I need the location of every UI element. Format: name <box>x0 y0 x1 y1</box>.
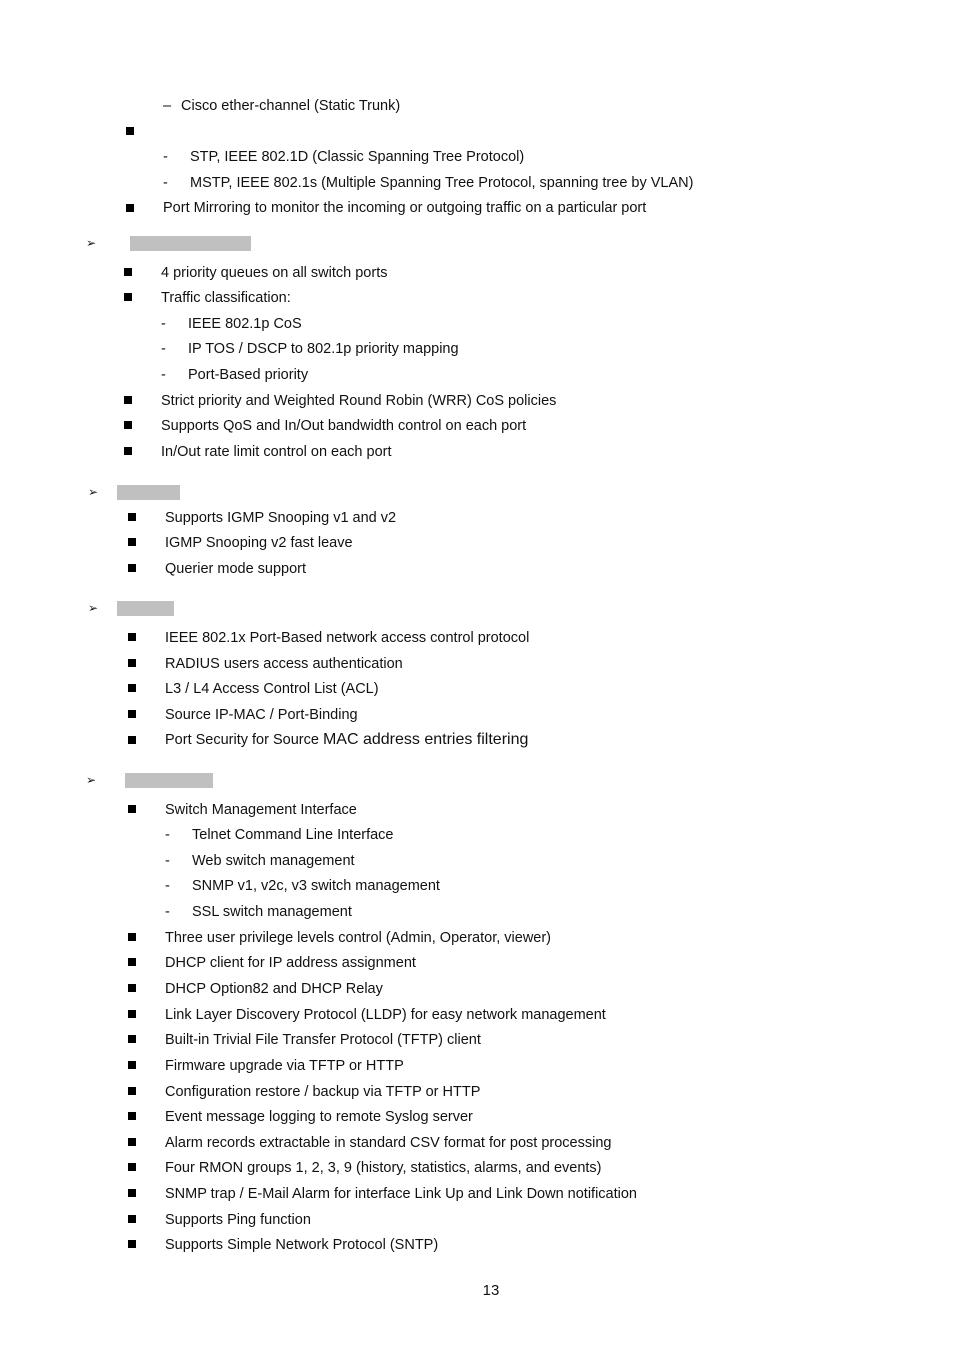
endash-bullet: – <box>163 98 172 114</box>
list-item: In/Out rate limit control on each port <box>161 444 392 460</box>
square-bullet-icon <box>128 1189 136 1197</box>
square-bullet-icon <box>128 1240 136 1248</box>
list-item-port-security <box>165 731 528 749</box>
dash-bullet: - <box>165 853 170 869</box>
list-item: Configuration restore / backup via TFTP or HTTP <box>165 1084 481 1100</box>
list-item: Alarm records extractable in standard CSV format for post processing <box>165 1135 612 1151</box>
list-item: Event message logging to remote Syslog server <box>165 1109 473 1125</box>
square-bullet-icon <box>128 1061 136 1069</box>
arrow-bullet-icon: ➢ <box>88 485 99 499</box>
list-item: Source IP-MAC / Port-Binding <box>165 707 358 723</box>
page-number: 13 <box>482 1282 500 1299</box>
list-item: Traffic classification: <box>161 290 291 306</box>
square-bullet-icon <box>126 204 134 212</box>
dash-bullet: - <box>161 367 166 383</box>
square-bullet-icon <box>124 268 132 276</box>
square-bullet-icon <box>128 564 136 572</box>
square-bullet-icon <box>128 633 136 641</box>
list-item: SNMP v1, v2c, v3 switch management <box>192 878 440 894</box>
list-item: RADIUS users access authentication <box>165 656 403 672</box>
list-item: DHCP client for IP address assignment <box>165 955 416 971</box>
square-bullet-icon <box>126 127 134 135</box>
square-bullet-icon <box>128 513 136 521</box>
list-item: Telnet Command Line Interface <box>192 827 394 843</box>
arrow-bullet-icon: ➢ <box>86 236 97 250</box>
list-item: IP TOS / DSCP to 802.1p priority mapping <box>188 341 459 357</box>
square-bullet-icon <box>124 421 132 429</box>
section-heading-redacted <box>130 236 251 251</box>
square-bullet-icon <box>128 1010 136 1018</box>
list-item: Supports Simple Network Protocol (SNTP) <box>165 1237 439 1253</box>
section-heading-redacted <box>117 601 174 616</box>
port-security-prefix: Port Security for Source <box>165 732 323 748</box>
list-item: IGMP Snooping v2 fast leave <box>165 535 353 551</box>
dash-bullet: - <box>165 827 170 843</box>
list-item: Strict priority and Weighted Round Robin (WRR) CoS policies <box>161 393 557 409</box>
list-item: IEEE 802.1x Port-Based network access control protocol <box>165 630 530 646</box>
square-bullet-icon <box>128 684 136 692</box>
square-bullet-icon <box>128 736 136 744</box>
square-bullet-icon <box>128 933 136 941</box>
square-bullet-icon <box>124 293 132 301</box>
list-item: SNMP trap / E-Mail Alarm for interface Link Up and Link Down notification <box>165 1186 637 1202</box>
list-item: Supports QoS and In/Out bandwidth control on each port <box>161 418 527 434</box>
dash-bullet: - <box>163 175 168 191</box>
square-bullet-icon <box>128 1215 136 1223</box>
square-bullet-icon <box>128 1087 136 1095</box>
list-item: DHCP Option82 and DHCP Relay <box>165 981 383 997</box>
list-item: L3 / L4 Access Control List (ACL) <box>165 681 379 697</box>
square-bullet-icon <box>124 447 132 455</box>
list-item: Cisco ether-channel (Static Trunk) <box>181 98 401 114</box>
dash-bullet: - <box>165 878 170 894</box>
arrow-bullet-icon: ➢ <box>88 601 99 615</box>
square-bullet-icon <box>128 1035 136 1043</box>
list-item: Three user privilege levels control (Admin, Operator, viewer) <box>165 930 552 946</box>
square-bullet-icon <box>128 659 136 667</box>
list-item: Supports IGMP Snooping v1 and v2 <box>165 510 397 526</box>
dash-bullet: - <box>163 149 168 165</box>
list-item: IEEE 802.1p CoS <box>188 316 302 332</box>
list-item: Supports Ping function <box>165 1212 311 1228</box>
square-bullet-icon <box>128 958 136 966</box>
square-bullet-icon <box>128 710 136 718</box>
list-item: STP, IEEE 802.1D (Classic Spanning Tree Protocol) <box>190 149 525 165</box>
port-security-suffix: MAC address entries filtering <box>322 731 529 748</box>
square-bullet-icon <box>124 396 132 404</box>
arrow-bullet-icon: ➢ <box>86 773 97 787</box>
list-item: MSTP, IEEE 802.1s (Multiple Spanning Tree Protocol, spanning tree by VLAN) <box>190 175 694 191</box>
list-item: Four RMON groups 1, 2, 3, 9 (history, statistics, alarms, and events) <box>165 1160 602 1176</box>
square-bullet-icon <box>128 1112 136 1120</box>
dash-bullet: - <box>161 316 166 332</box>
square-bullet-icon <box>128 1138 136 1146</box>
list-item: Web switch management <box>192 853 355 869</box>
list-item: Link Layer Discovery Protocol (LLDP) for easy network management <box>165 1007 606 1023</box>
square-bullet-icon <box>128 805 136 813</box>
list-item: Port-Based priority <box>188 367 309 383</box>
list-item: Firmware upgrade via TFTP or HTTP <box>165 1058 404 1074</box>
list-item: Querier mode support <box>165 561 307 577</box>
square-bullet-icon <box>128 1163 136 1171</box>
square-bullet-icon <box>128 984 136 992</box>
list-item: Switch Management Interface <box>165 802 357 818</box>
dash-bullet: - <box>165 904 170 920</box>
dash-bullet: - <box>161 341 166 357</box>
section-heading-redacted <box>125 773 213 788</box>
list-item: SSL switch management <box>192 904 352 920</box>
list-item: Built-in Trivial File Transfer Protocol (TFTP) client <box>165 1032 481 1048</box>
square-bullet-icon <box>128 538 136 546</box>
list-item: 4 priority queues on all switch ports <box>161 265 388 281</box>
list-item: Port Mirroring to monitor the incoming or outgoing traffic on a particular port <box>163 200 647 216</box>
section-heading-redacted <box>117 485 180 500</box>
